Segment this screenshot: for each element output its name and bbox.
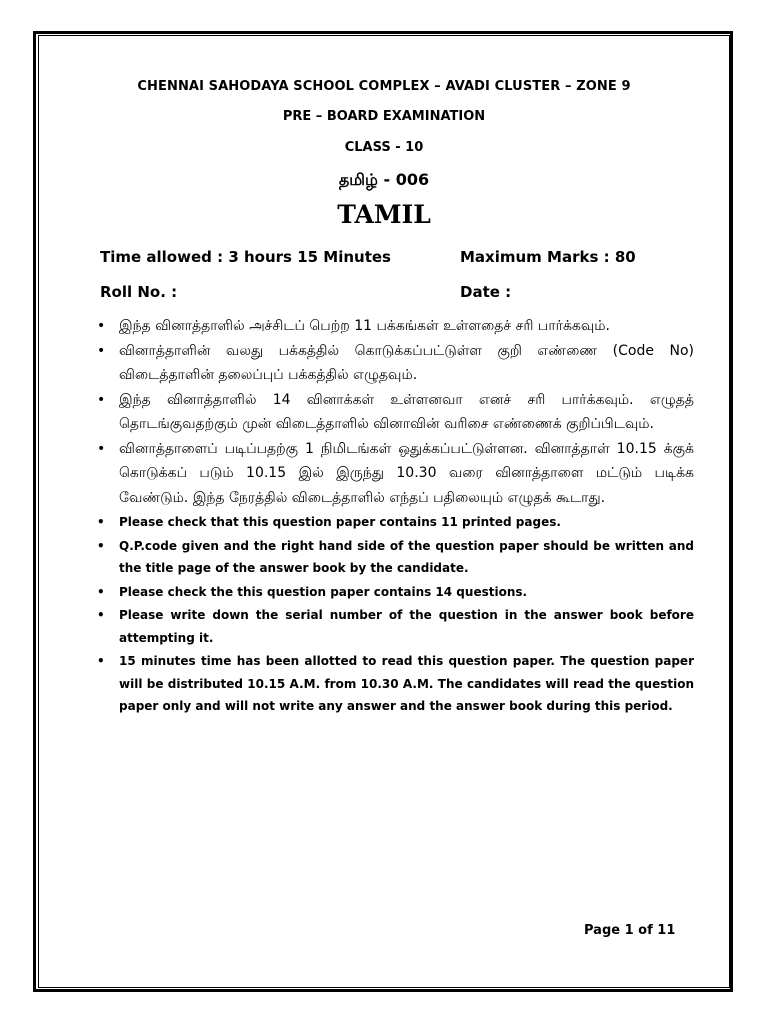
bullet-icon: • bbox=[97, 318, 106, 334]
bullet-icon: • bbox=[97, 391, 106, 408]
instruction-text: 15 minutes time has been allotted to read this question paper. The question paper will be distributed 10.15 A.M. from 10.30 A.M. The candidates will read the question paper only and will not write any answer and the answer book during this period. bbox=[119, 654, 694, 713]
instruction-text: Please check that this question paper contains 11 printed pages. bbox=[119, 515, 561, 529]
instruction-item bbox=[97, 388, 694, 437]
instruction-text: இந்த வினாத்தாளில் 14 வினாக்கள் உள்ளனவா எனச் சரி பார்க்கவும். எழுதத் தொடங்குவதற்கும் முன் விடைத்தாளில் வினாவின் வரிசை எண்ணைக் குறிப்பிடவும். bbox=[119, 391, 694, 432]
bullet-icon: • bbox=[97, 342, 106, 359]
instruction-item bbox=[97, 437, 694, 511]
instruction-item bbox=[97, 511, 694, 534]
instruction-text: வினாத்தாளின் வலது பக்கத்தில் கொடுக்கப்பட்டுள்ள குறி எண்ணை (Code No) விடைத்தாளின் தலைப்புப் பக்கத்தில் எழுதவும். bbox=[119, 342, 694, 383]
time-allowed: Time allowed : 3 hours 15 Minutes bbox=[100, 248, 391, 266]
instruction-item bbox=[97, 604, 694, 649]
bullet-icon: • bbox=[97, 584, 105, 599]
bullet-icon: • bbox=[97, 538, 105, 553]
instruction-item bbox=[97, 314, 694, 339]
bullet-icon: • bbox=[97, 608, 105, 622]
instruction-text: Please check the this question paper contains 14 questions. bbox=[119, 584, 528, 599]
exam-title: PRE – BOARD EXAMINATION bbox=[282, 109, 486, 124]
instruction-text: இந்த வினாத்தாளில் அச்சிடப் பெற்ற 11 பக்கங்கள் உள்ளதைச் சரி பார்க்கவும். bbox=[119, 318, 610, 334]
instructions-list bbox=[97, 314, 694, 718]
subject-title: TAMIL bbox=[337, 200, 431, 229]
bullet-icon: • bbox=[97, 515, 105, 529]
maximum-marks: Maximum Marks : 80 bbox=[460, 248, 636, 266]
instruction-text: Q.P.code given and the right hand side of the question paper should be written and the title page of the answer book by the candidate. bbox=[119, 538, 694, 575]
bullet-icon: • bbox=[97, 654, 105, 668]
roll-number-label: Roll No. : bbox=[100, 283, 178, 301]
date-label: Date : bbox=[460, 283, 512, 301]
instruction-item bbox=[97, 535, 694, 580]
page-number: Page 1 of 11 bbox=[584, 923, 676, 938]
instruction-item bbox=[97, 339, 694, 388]
class-label: CLASS - 10 bbox=[344, 140, 424, 155]
bullet-icon: • bbox=[97, 440, 106, 457]
subject-code: தமிழ் - 006 bbox=[338, 170, 430, 189]
school-title: CHENNAI SAHODAYA SCHOOL COMPLEX – AVADI CLUSTER – ZONE 9 bbox=[137, 79, 631, 94]
instruction-text: Please write down the serial number of the question in the answer book before attempting it. bbox=[119, 608, 694, 645]
instruction-text: வினாத்தாளைப் படிப்பதற்கு 1 நிமிடங்கள் ஒதுக்கப்பட்டுள்ளன. வினாத்தாள் 10.15 க்குக் கொடுக்கப் படும் 10.15 இல் இருந்து 10.30 வரை வினாத்தாளை மட்டும் படிக்க வேண்டும். இந்த நேரத்தில் விடைத்தாளில் எந்தப் பதிலையும் எழுதக் கூடாது. bbox=[119, 440, 694, 506]
instruction-item bbox=[97, 581, 694, 604]
instruction-item bbox=[97, 650, 694, 718]
